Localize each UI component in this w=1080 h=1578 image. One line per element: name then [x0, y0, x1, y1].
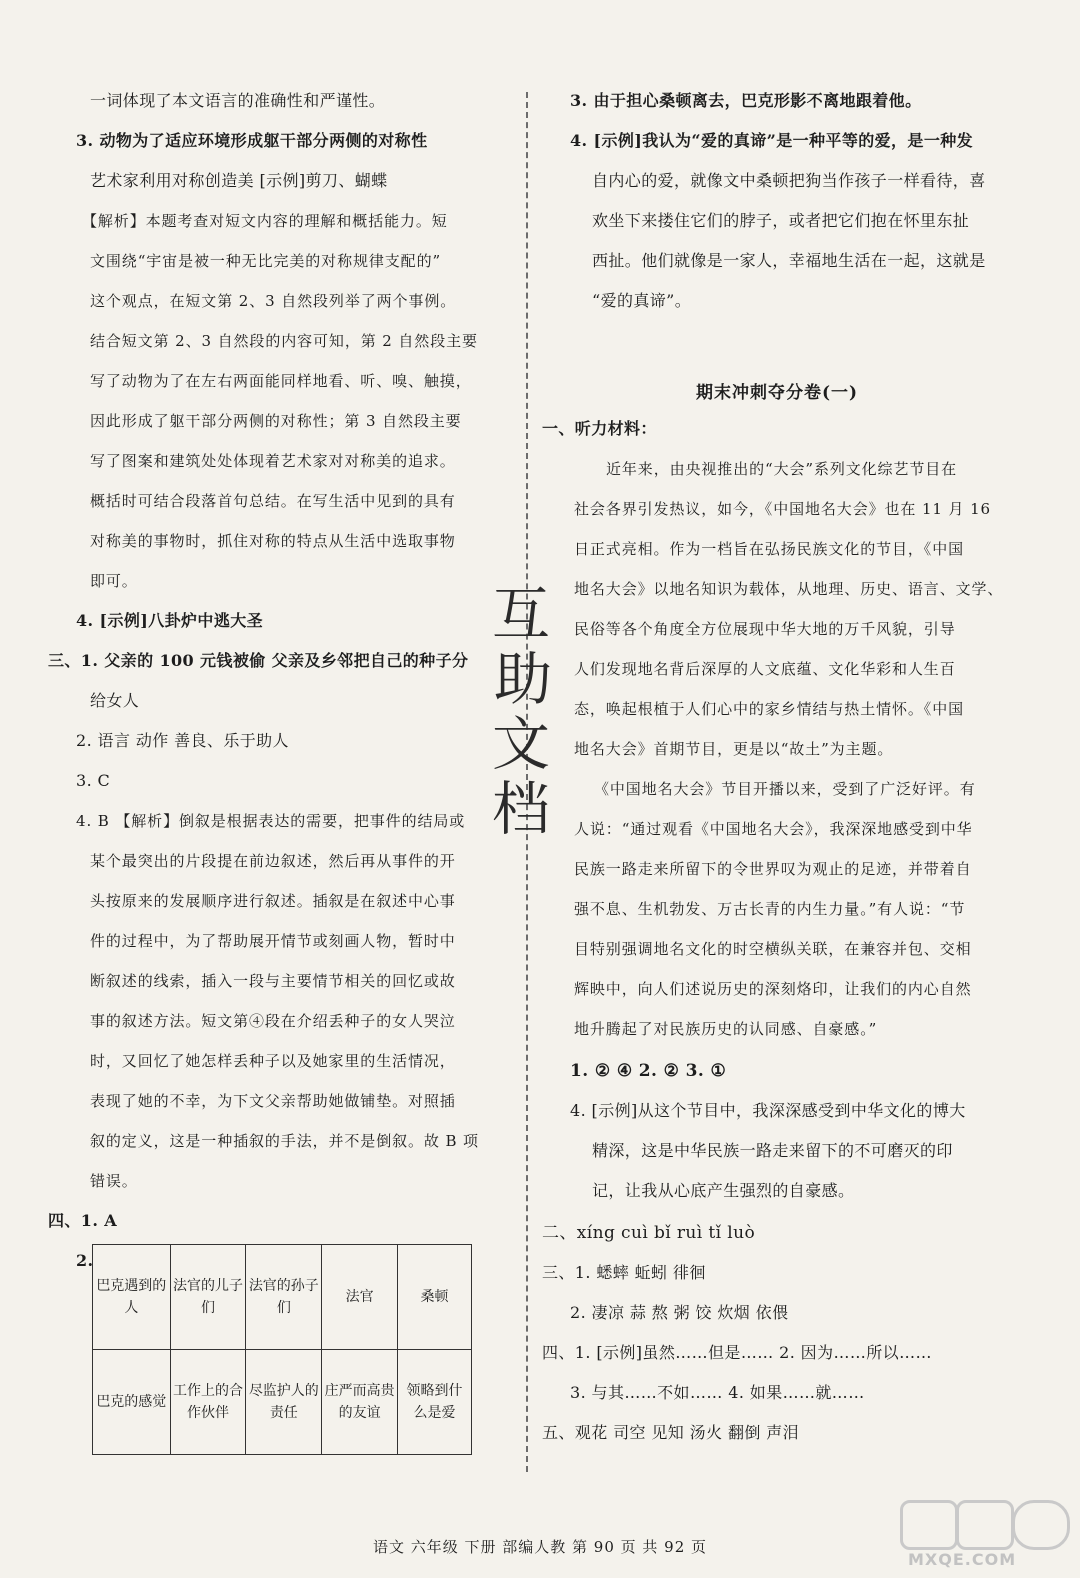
table-cell: 桑顿	[398, 1245, 472, 1350]
text-line: “爱的真谛”。	[592, 291, 692, 310]
section-title: 期末冲刺夺分卷(一)	[695, 383, 859, 403]
analysis-line: 文围绕“宇宙是被一种无比完美的对称规律支配的”	[90, 252, 442, 270]
material-line: 地升腾起了对民族历史的认同感、自豪感。”	[574, 1020, 878, 1038]
analysis-line: 事的叙述方法。短文第④段在介绍丢种子的女人哭泣	[90, 1012, 456, 1030]
text-line: 一词体现了本文语言的准确性和严谨性。	[90, 91, 386, 110]
handwriting-char: 互	[492, 580, 551, 648]
material-line: 人们发现地名背后深厚的人文底蕴、文化华彩和人生百	[574, 660, 956, 678]
material-line: 强不息、生机勃发、万古长青的内生力量。”有人说：“节	[574, 900, 966, 918]
material-line: 日正式亮相。作为一档旨在弘扬民族文化的节目，《中国	[574, 540, 965, 558]
section-3-answer-2: 2. 凄凉 蒜 熬 粥 饺 炊烟 依偎	[570, 1303, 789, 1322]
answers-1-3: 1. ② ④ 2. ② 3. ①	[570, 1061, 727, 1081]
material-line: 社会各界引发热议，如今，《中国地名大会》也在 11 月 16	[574, 500, 991, 518]
material-line: 目特别强调地名文化的时空横纵关联，在兼容并包、交相	[574, 940, 972, 958]
analysis-line: 断叙述的线索，插入一段与主要情节相关的回忆或故	[90, 972, 456, 990]
material-line: 民俗等各个角度全方位展现中华大地的万千风貌，引导	[574, 620, 956, 638]
section-4-answer-1: 四、1. A	[48, 1211, 118, 1230]
answer-4: 4. B 【解析】倒叙是根据表达的需要，把事件的结局或	[76, 812, 466, 830]
analysis-line: 件的过程中，为了帮助展开情节或刻画人物，暂时中	[90, 932, 456, 950]
table-cell: 领略到什么是爱	[398, 1350, 472, 1455]
analysis-line: 这个观点，在短文第 2、3 自然段列举了两个事例。	[90, 292, 457, 310]
analysis-line: 即可。	[90, 572, 138, 590]
answer-4: 4. [示例]从这个节目中，我深深感受到中华文化的博大	[570, 1101, 966, 1120]
section-5-answers: 五、观花 司空 见知 汤火 翻倒 声泪	[542, 1423, 800, 1442]
analysis-line: 概括时可结合段落首句总结。在写生活中见到的具有	[90, 492, 456, 510]
material-line: 辉映中，向人们述说历史的深刻烙印，让我们的内心自然	[574, 980, 972, 998]
table-cell: 巴克的感觉	[93, 1350, 171, 1455]
analysis-line: 写了动物为了在左右两面能同样地看、听、嗅、触摸，	[90, 372, 472, 390]
material-line: 民族一路走来所留下的令世界叹为观止的足迹，并带着自	[574, 860, 972, 878]
answer-4: 4. [示例]八卦炉中逃大圣	[76, 611, 264, 630]
answer-3: 3. C	[76, 771, 111, 790]
logo-box-icon	[900, 1500, 958, 1550]
table-row	[93, 1350, 472, 1455]
analysis-line: 【解析】本题考查对短文内容的理解和概括能力。短	[82, 212, 448, 230]
table-row	[93, 1245, 472, 1350]
table-cell: 尽监护人的责任	[246, 1350, 322, 1455]
table-cell: 工作上的合作伙伴	[170, 1350, 246, 1455]
logo-box-icon	[956, 1500, 1014, 1550]
text-line: 欢坐下来搂住它们的脖子，或者把它们抱在怀里东扯	[592, 211, 970, 230]
analysis-line: 某个最突出的片段提在前边叙述，然后再从事件的开	[90, 852, 456, 870]
watermark-text: MXQE.COM	[908, 1550, 1017, 1569]
material-line: 人说：“通过观看《中国地名大会》，我深深地感受到中华	[574, 820, 973, 838]
text-line: 西扯。他们就像是一家人，幸福地生活在一起，这就是	[592, 251, 986, 270]
table-cell: 庄严而高贵的友谊	[322, 1350, 398, 1455]
material-line: 《中国地名大会》节目开播以来，受到了广泛好评。有	[594, 780, 976, 798]
text-line: 记，让我从心底产生强烈的自豪感。	[592, 1181, 855, 1200]
analysis-line: 表现了她的不幸，为下文父亲帮助她做铺垫。对照插	[90, 1092, 456, 1110]
page-footer: 语文 六年级 下册 部编人教 第 90 页 共 92 页	[372, 1538, 708, 1556]
analysis-line: 错误。	[90, 1172, 138, 1190]
analysis-line: 时，又回忆了她怎样丢种子以及她家里的生活情况，	[90, 1052, 456, 1070]
analysis-line: 写了图案和建筑处处体现着艺术家对对称美的追求。	[90, 452, 456, 470]
section-3-answer-1: 三、1. 父亲的 100 元钱被偷 父亲及乡邻把自己的种子分	[48, 651, 469, 670]
text-line: 自内心的爱，就像文中桑顿把狗当作孩子一样看待，喜	[592, 171, 986, 190]
analysis-line: 对称美的事物时，抓住对称的特点从生活中选取事物	[90, 532, 456, 550]
handwriting-char: 助	[494, 645, 553, 713]
section-3-answer-1: 三、1. 蟋蟀 蚯蚓 徘徊	[542, 1263, 706, 1282]
text-line: 给女人	[90, 691, 140, 710]
material-line: 地名大会》首期节目，更是以“故土”为主题。	[574, 740, 894, 758]
answer-3: 3. 由于担心桑顿离去，巴克形影不离地跟着他。	[570, 91, 922, 110]
material-line: 近年来，由央视推出的“大会”系列文化综艺节目在	[606, 460, 958, 478]
analysis-line: 叙的定义，这是一种插叙的手法，并不是倒叙。故 B 项	[90, 1132, 479, 1150]
text-line: 精深，这是中华民族一路走来留下的不可磨灭的印	[592, 1141, 953, 1160]
logo-circle-icon	[1012, 1500, 1070, 1550]
section-2-pinyin: 二、xíng cuì bǐ ruì tǐ luò	[542, 1223, 756, 1243]
answer-2: 2.	[76, 1251, 94, 1270]
analysis-line: 结合短文第 2、3 自然段的内容可知，第 2 自然段主要	[90, 332, 478, 350]
table-cell: 法官的孙子们	[246, 1245, 322, 1350]
analysis-line: 因此形成了躯干部分两侧的对称性；第 3 自然段主要	[90, 412, 462, 430]
material-line: 地名大会》以地名知识为载体，从地理、历史、语言、文学、	[574, 580, 1004, 598]
answer-4: 4. [示例]我认为“爱的真谛”是一种平等的爱，是一种发	[570, 131, 974, 150]
table-cell: 巴克遇到的人	[93, 1245, 171, 1350]
material-line: 态，唤起根植于人们心中的家乡情结与热土情怀。《中国	[574, 700, 965, 718]
watermark-logo	[900, 1500, 1070, 1570]
answer-3: 3. 动物为了适应环境形成躯干部分两侧的对称性	[76, 131, 428, 150]
section-4-answers-cont: 3. 与其……不如…… 4. 如果……就……	[570, 1383, 865, 1402]
feelings-table	[92, 1244, 472, 1455]
handwriting-char: 文	[492, 710, 551, 778]
section-4-answers: 四、1. [示例]虽然……但是…… 2. 因为……所以……	[542, 1343, 932, 1362]
text-line: 艺术家利用对称创造美 [示例]剪刀、蝴蝶	[90, 171, 388, 190]
listening-label: 一、听力材料：	[542, 419, 657, 438]
analysis-line: 头按原来的发展顺序进行叙述。插叙是在叙述中心事	[90, 892, 456, 910]
answer-2: 2. 语言 动作 善良、乐于助人	[76, 731, 289, 750]
handwriting-char: 档	[492, 775, 551, 843]
table-cell: 法官	[322, 1245, 398, 1350]
table-cell: 法官的儿子们	[170, 1245, 246, 1350]
